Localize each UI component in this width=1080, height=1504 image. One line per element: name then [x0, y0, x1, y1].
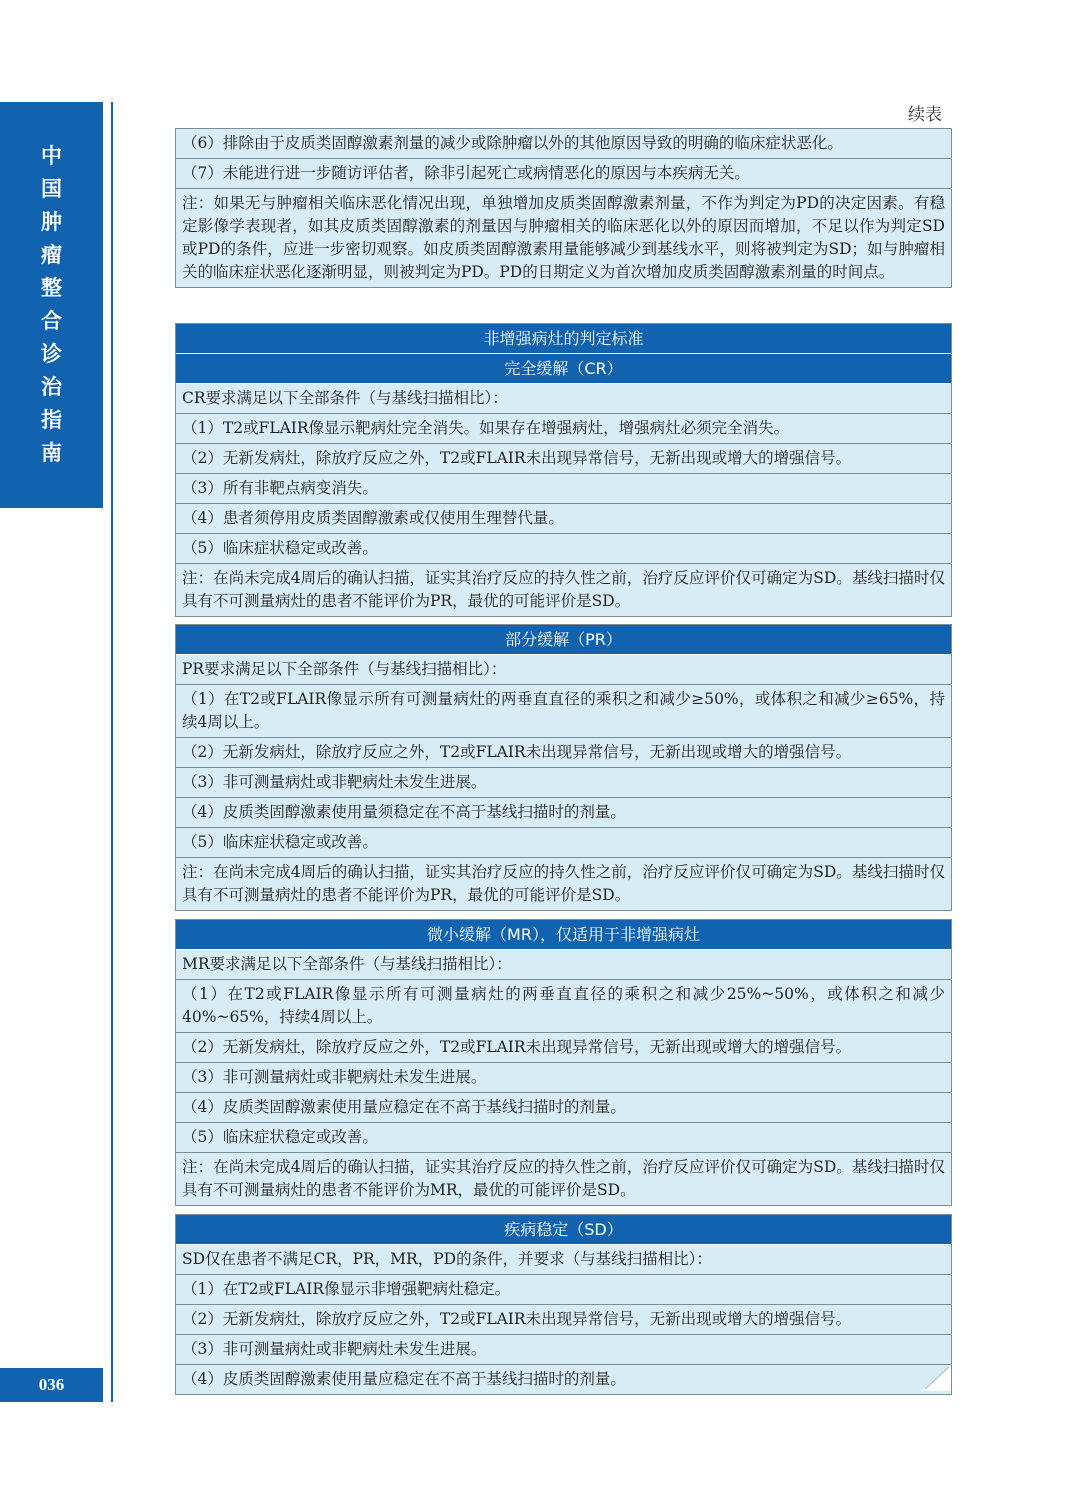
page-number: 036 — [0, 1368, 103, 1402]
book-title-char: 肿 — [41, 210, 62, 234]
table-continued — [175, 128, 952, 288]
table-sd — [175, 1214, 952, 1395]
page-curl-decoration — [921, 1365, 951, 1391]
table-row: （5）临床症状稳定或改善。 — [176, 534, 951, 564]
table-row: （1）在T2或FLAIR像显示所有可测量病灶的两垂直直径的乘积之和减少≥50%，或体积之和减少≥65%，持续4周以上。 — [176, 685, 951, 738]
table-row: （3）所有非靶点病变消失。 — [176, 474, 951, 504]
table-subtitle: 完全缓解（CR） — [176, 354, 951, 384]
table-title: 部分缓解（PR） — [176, 625, 951, 655]
table-row: （5）临床症状稳定或改善。 — [176, 828, 951, 858]
book-title-char: 南 — [41, 441, 62, 465]
book-title-char: 整 — [41, 276, 62, 300]
book-title-char: 国 — [41, 177, 62, 201]
book-title-char: 合 — [41, 309, 62, 333]
table-row: （4）患者须停用皮质类固醇激素或仅使用生理替代量。 — [176, 504, 951, 534]
table-title: 非增强病灶的判定标准 — [176, 324, 951, 354]
table-row: （2）无新发病灶，除放疗反应之外，T2或FLAIR未出现异常信号，无新出现或增大的增强信号。 — [176, 1033, 951, 1063]
table-row: （2）无新发病灶，除放疗反应之外，T2或FLAIR未出现异常信号，无新出现或增大的增强信号。 — [176, 444, 951, 474]
table-note: 注：如果无与肿瘤相关临床恶化情况出现，单独增加皮质类固醇激素剂量，不作为判定为PD的决定因素。有稳定影像学表现者，如其皮质类固醇激素的剂量因与肿瘤相关的临床恶化以外的原因而增加，不足以作为判定SD或PD的条件，应进一步密切观察。如皮质类固醇激素用量能够减少到基线水平，则将被判定为SD；如与肿瘤相关的临床症状恶化逐渐明显，则被判定为PD。PD的日期定义为首次增加皮质类固醇激素剂量的时间点。 — [176, 189, 951, 288]
table-row: MR要求满足以下全部条件（与基线扫描相比）： — [176, 950, 951, 980]
book-title-char: 瘤 — [41, 243, 62, 267]
table-cr — [175, 323, 952, 617]
table-row: （4）皮质类固醇激素使用量须稳定在不高于基线扫描时的剂量。 — [176, 798, 951, 828]
table-note: 注：在尚未完成4周后的确认扫描，证实其治疗反应的持久性之前，治疗反应评价仅可确定为SD。基线扫描时仅具有不可测量病灶的患者不能评价为MR，最优的可能评价是SD。 — [176, 1153, 951, 1206]
table-row: （6）排除由于皮质类固醇激素剂量的减少或除肿瘤以外的其他原因导致的明确的临床症状恶化。 — [176, 129, 951, 159]
book-title-tab — [0, 102, 103, 508]
table-row: （4）皮质类固醇激素使用量应稳定在不高于基线扫描时的剂量。 — [176, 1365, 951, 1395]
book-title-char: 指 — [41, 408, 62, 432]
table-note: 注：在尚未完成4周后的确认扫描，证实其治疗反应的持久性之前，治疗反应评价仅可确定为SD。基线扫描时仅具有不可测量病灶的患者不能评价为PR，最优的可能评价是SD。 — [176, 564, 951, 617]
book-title-char: 治 — [41, 375, 62, 399]
table-title: 微小缓解（MR），仅适用于非增强病灶 — [176, 920, 951, 950]
margin-rule — [111, 102, 113, 1402]
table-mr — [175, 919, 952, 1206]
table-row: SD仅在患者不满足CR，PR，MR，PD的条件，并要求（与基线扫描相比）： — [176, 1245, 951, 1275]
table-row: （4）皮质类固醇激素使用量应稳定在不高于基线扫描时的剂量。 — [176, 1093, 951, 1123]
table-row: （1）在T2或FLAIR像显示所有可测量病灶的两垂直直径的乘积之和减少25%~50%，或体积之和减少40%~65%，持续4周以上。 — [176, 980, 951, 1033]
table-row: （1）T2或FLAIR像显示靶病灶完全消失。如果存在增强病灶，增强病灶必须完全消失。 — [176, 414, 951, 444]
table-row: （3）非可测量病灶或非靶病灶未发生进展。 — [176, 768, 951, 798]
book-title-char: 中 — [41, 144, 62, 168]
table-row: （5）临床症状稳定或改善。 — [176, 1123, 951, 1153]
book-title-char: 诊 — [41, 342, 62, 366]
table-note: 注：在尚未完成4周后的确认扫描，证实其治疗反应的持久性之前，治疗反应评价仅可确定为SD。基线扫描时仅具有不可测量病灶的患者不能评价为PR，最优的可能评价是SD。 — [176, 858, 951, 911]
table-row: （2）无新发病灶，除放疗反应之外，T2或FLAIR未出现异常信号，无新出现或增大的增强信号。 — [176, 738, 951, 768]
table-row: PR要求满足以下全部条件（与基线扫描相比）： — [176, 655, 951, 685]
table-row: （2）无新发病灶，除放疗反应之外，T2或FLAIR未出现异常信号，无新出现或增大的增强信号。 — [176, 1305, 951, 1335]
table-row: CR要求满足以下全部条件（与基线扫描相比）： — [176, 384, 951, 414]
table-row: （1）在T2或FLAIR像显示非增强靶病灶稳定。 — [176, 1275, 951, 1305]
table-row: （3）非可测量病灶或非靶病灶未发生进展。 — [176, 1335, 951, 1365]
table-title: 疾病稳定（SD） — [176, 1215, 951, 1245]
table-row: （3）非可测量病灶或非靶病灶未发生进展。 — [176, 1063, 951, 1093]
table-pr — [175, 624, 952, 911]
continuation-label: 续表 — [908, 105, 942, 125]
table-row: （7）未能进行进一步随访评估者，除非引起死亡或病情恶化的原因与本疾病无关。 — [176, 159, 951, 189]
